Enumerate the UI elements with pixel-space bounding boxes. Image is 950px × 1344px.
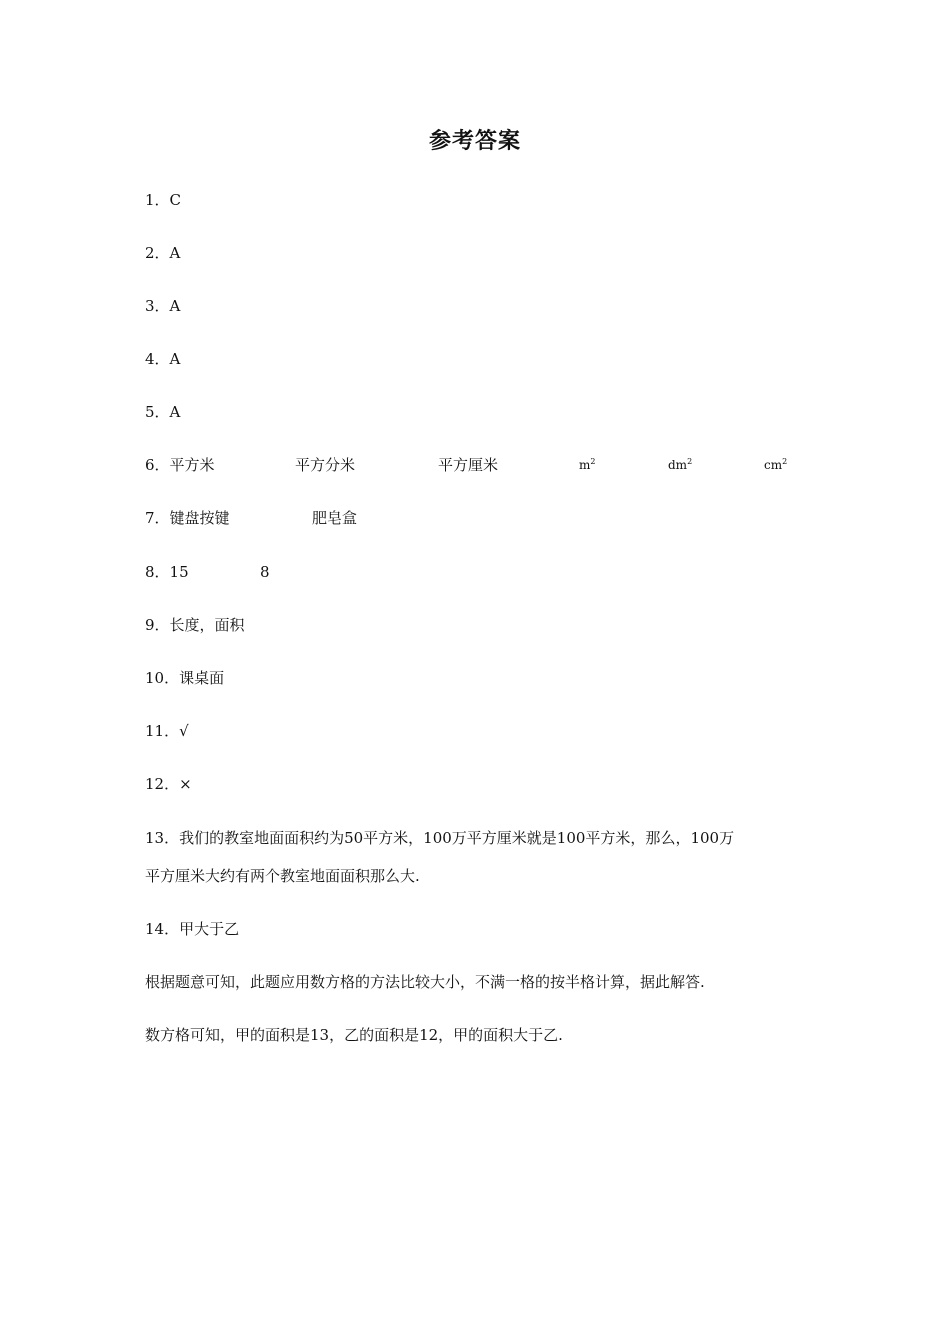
answer-13-line-1: 13．我们的教室地面面积约为50平方米，100万平方厘米就是100平方米，那么，100万: [145, 829, 735, 847]
answer-6-blank-1: 6．平方米: [145, 456, 215, 474]
answer-1: 1．C: [145, 191, 182, 209]
answer-8-blank-2: 8: [260, 563, 270, 581]
answer-2: 2．A: [145, 244, 181, 262]
answer-12: 12．×: [145, 775, 192, 793]
answer-9: 9．长度，面积: [145, 616, 245, 634]
answer-6-blank-2: 平方分米: [295, 456, 356, 474]
answer-14-line-1: 14．甲大于乙: [145, 920, 240, 938]
answer-6-blank-3: 平方厘米: [438, 456, 499, 474]
answer-7-blank-2: 肥皂盒: [312, 509, 358, 527]
answer-3: 3．A: [145, 297, 181, 315]
answer-6: [145, 455, 805, 475]
answer-10: 10．课桌面: [145, 669, 225, 687]
answer-4: 4．A: [145, 350, 181, 368]
answer-8: [145, 562, 345, 582]
answer-8-blank-1: 8．15: [145, 563, 189, 581]
answer-6-blank-5: $dm^2$: [668, 457, 693, 472]
answer-6-blank-6: $cm^2$: [764, 457, 788, 472]
answer-11: 11．√: [145, 722, 189, 740]
answer-13-line-2: 平方厘米大约有两个教室地面面积那么大.: [145, 867, 420, 885]
answer-14-explanation: 根据题意可知，此题应用数方格的方法比较大小，不满一格的按半格计算，据此解答.: [145, 973, 705, 991]
answer-6-blank-4: $m^2$: [579, 457, 596, 472]
answer-14-conclusion: 数方格可知，甲的面积是13，乙的面积是12，甲的面积大于乙.: [145, 1026, 563, 1044]
answer-5: 5．A: [145, 403, 181, 421]
page-title: 参考答案: [428, 129, 521, 154]
answer-7: [145, 508, 445, 528]
answer-7-blank-1: 7．键盘按键: [145, 509, 230, 527]
